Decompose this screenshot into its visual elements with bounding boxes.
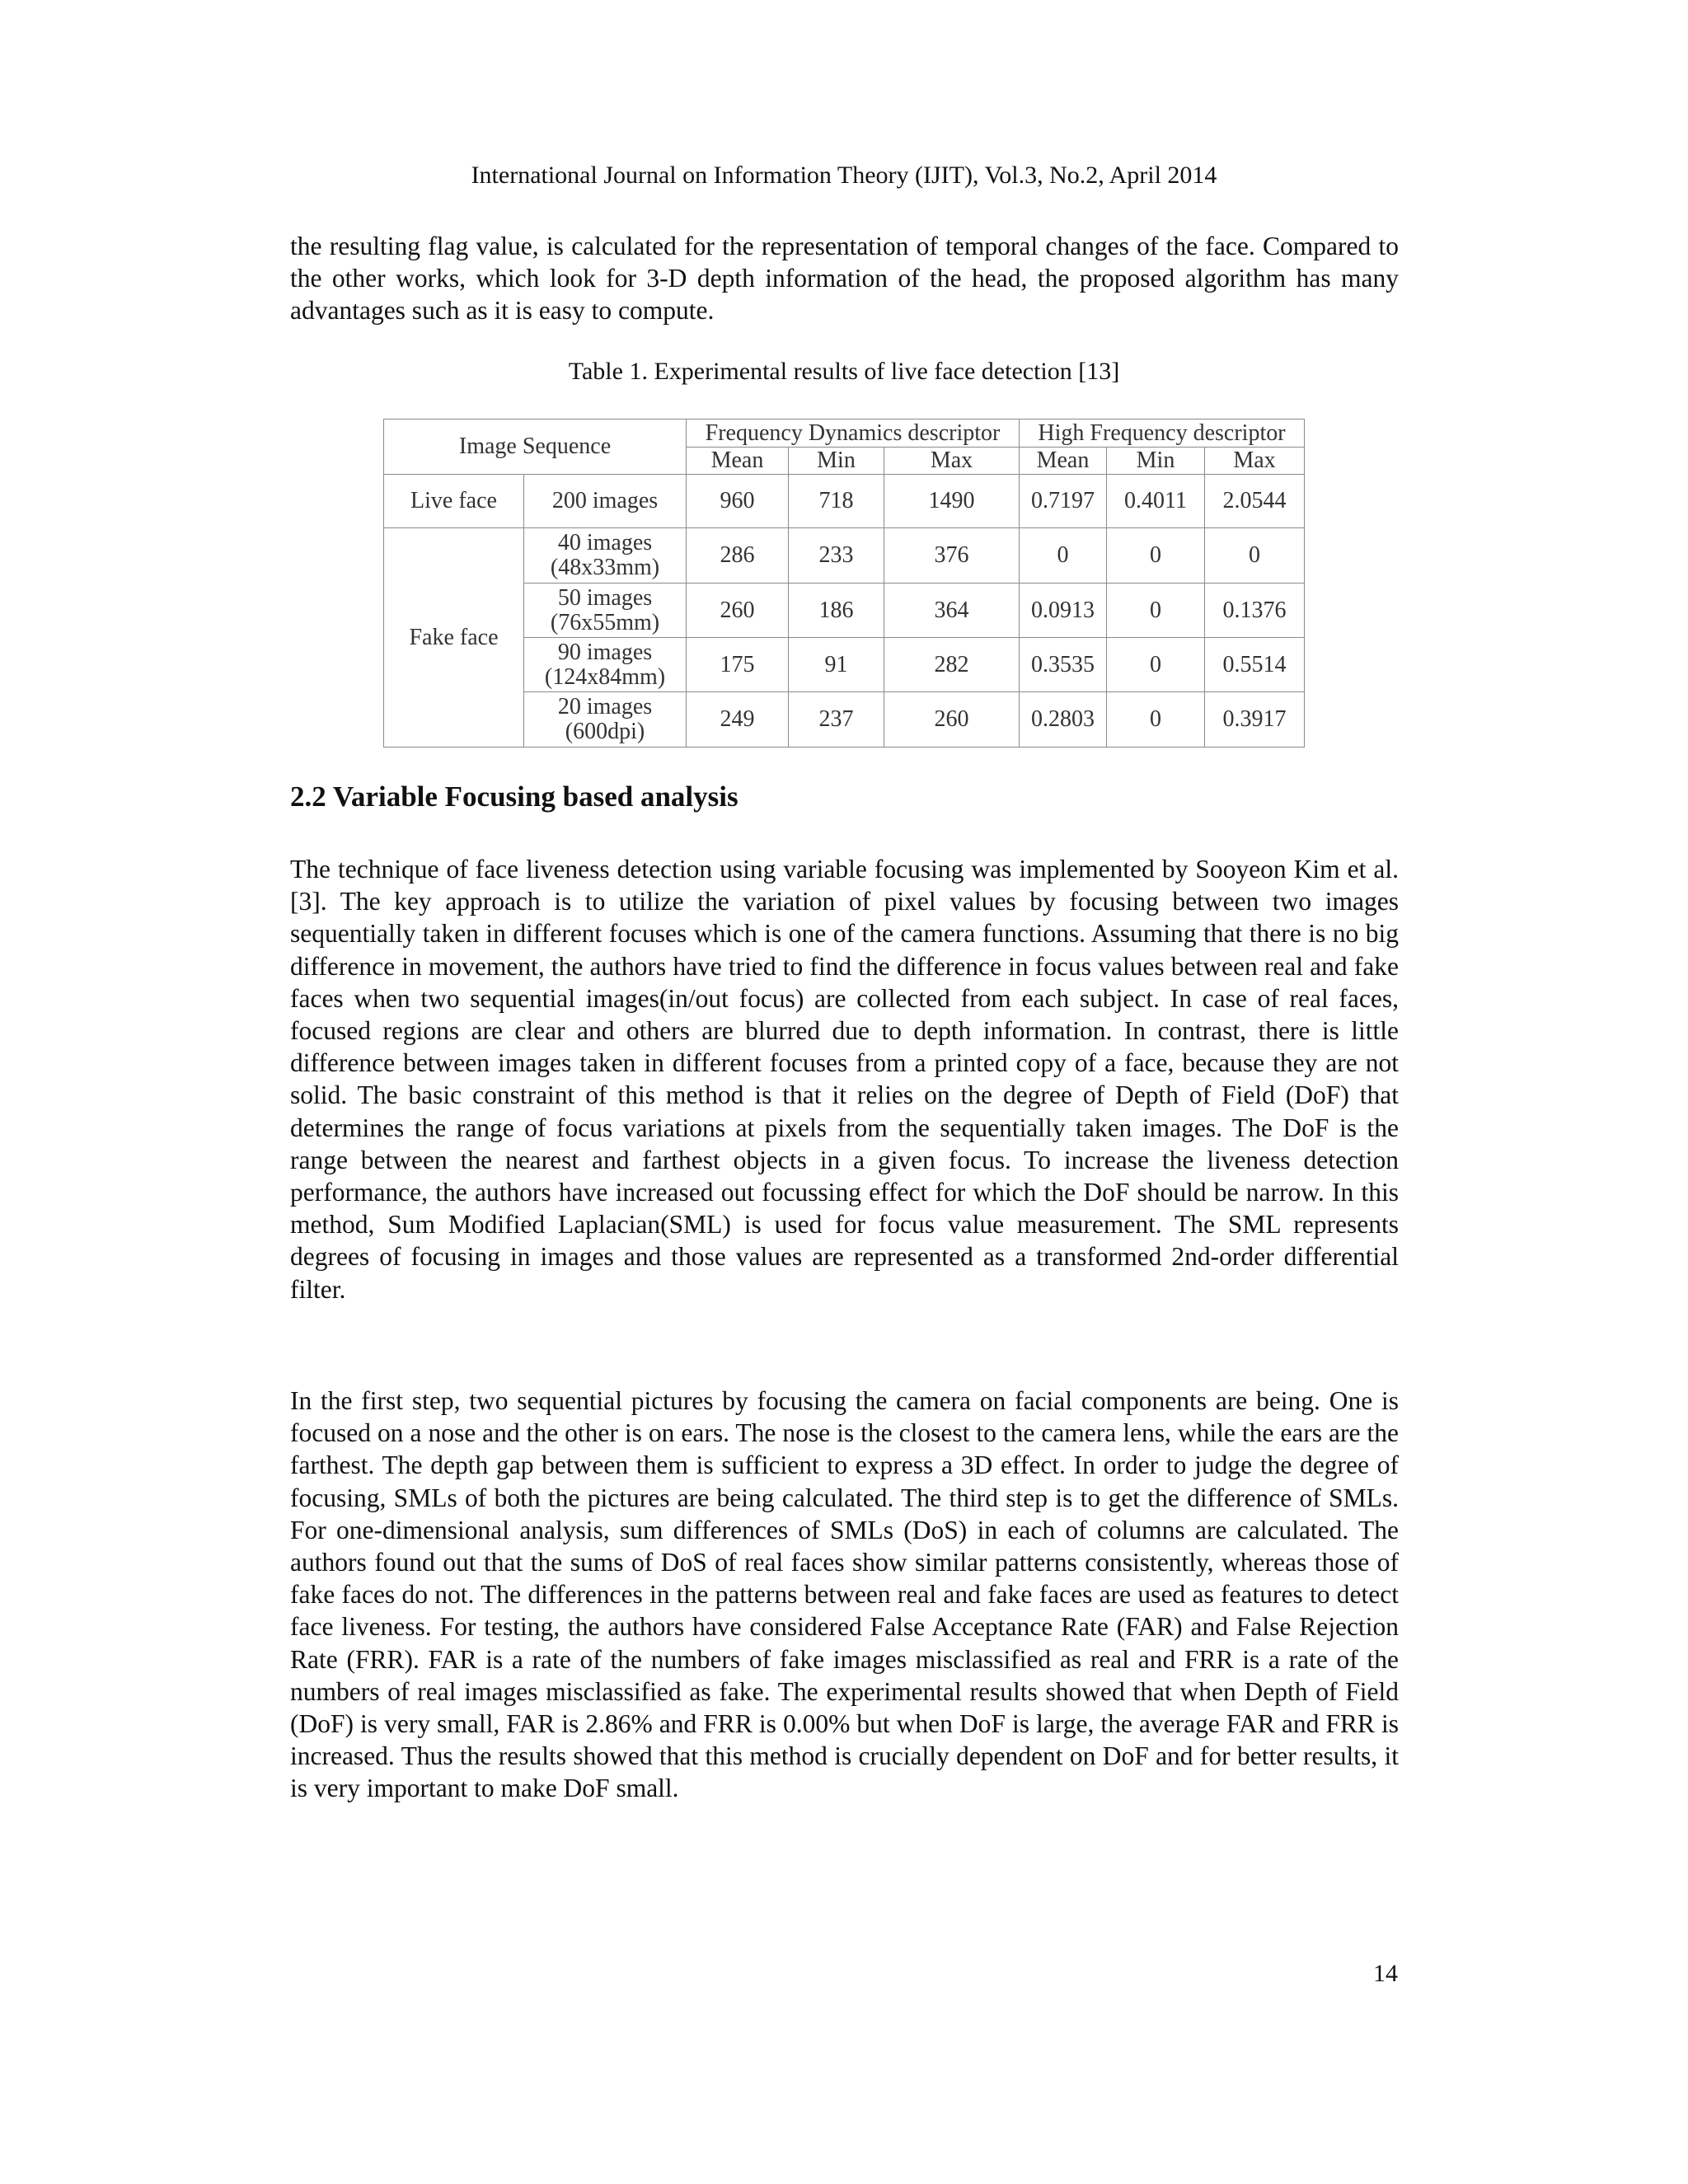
- table-cell: 0.4011: [1107, 475, 1205, 528]
- sequence-size: (124x84mm): [544, 663, 666, 690]
- results-table: [383, 419, 1305, 748]
- table-cell: 364: [884, 583, 1020, 638]
- page-number: 14: [1373, 1960, 1398, 1987]
- table-cell: 0.5514: [1205, 638, 1305, 692]
- table-cell: 0.3535: [1020, 638, 1107, 692]
- table-cell: 260: [687, 583, 789, 638]
- table-cell: 0.2803: [1020, 692, 1107, 748]
- table-cell: 0.7197: [1020, 475, 1107, 528]
- live-sequence: 200 images: [524, 475, 687, 528]
- live-face-label: Live face: [384, 475, 524, 528]
- journal-header: International Journal on Information Theory (IJIT), Vol.3, No.2, April 2014: [471, 162, 1217, 189]
- table-cell: 0.0913: [1020, 583, 1107, 638]
- table-cell: 2.0544: [1205, 475, 1305, 528]
- header-high-frequency: High Frequency descriptor: [1020, 419, 1305, 448]
- sequence-count: 40 images: [557, 530, 653, 555]
- table-cell: 0: [1107, 692, 1205, 748]
- sequence-size: (48x33mm): [550, 555, 660, 580]
- sequence-size: (76x55mm): [550, 609, 660, 635]
- table-cell: 0: [1205, 528, 1305, 583]
- sequence-count: 90 images: [557, 639, 653, 665]
- fake-sequence: [524, 528, 687, 583]
- subheader-min: Min: [789, 448, 884, 475]
- header-frequency-dynamics: Frequency Dynamics descriptor: [687, 419, 1020, 448]
- subheader-mean: Mean: [1020, 448, 1107, 475]
- table-cell: 260: [884, 692, 1020, 748]
- table-cell: 91: [789, 638, 884, 692]
- table-caption: Table 1. Experimental results of live face detection [13]: [568, 358, 1120, 385]
- table-cell: 249: [687, 692, 789, 748]
- table-cell: 286: [687, 528, 789, 583]
- table-cell: 960: [687, 475, 789, 528]
- sequence-count: 20 images: [557, 694, 653, 719]
- table-cell: 175: [687, 638, 789, 692]
- table-cell: 0: [1020, 528, 1107, 583]
- table-cell: 0.3917: [1205, 692, 1305, 748]
- table-cell: 237: [789, 692, 884, 748]
- subheader-min: Min: [1107, 448, 1205, 475]
- subheader-mean: Mean: [687, 448, 789, 475]
- subheader-max: Max: [884, 448, 1020, 475]
- fake-sequence: [524, 583, 687, 638]
- sequence-size: (600dpi): [565, 719, 645, 744]
- table-cell: 718: [789, 475, 884, 528]
- table-cell: 0.1376: [1205, 583, 1305, 638]
- table-row-live: [384, 475, 1305, 528]
- fake-face-label: Fake face: [384, 528, 524, 748]
- table-cell: 0: [1107, 528, 1205, 583]
- table-cell: 233: [789, 528, 884, 583]
- header-image-sequence: Image Sequence: [384, 419, 687, 475]
- body-paragraph-2: In the first step, two sequential pictures by focusing the camera on facial components are being. One is focused on a nose and the other is on ears. The nose is the closest to the camera lens, while the ears are the farthest. The depth gap between them is sufficient to express a 3D effect. In order to judge the degree of focusing, SMLs of both the pictures are being calculated. The third step is to get the difference of SMLs. For one-dimensional analysis, sum differences of SMLs (DoS) in each of columns are calculated. The authors found out that the sums of DoS of real faces show similar patterns consistently, whereas those of fake faces do not. The differences in the patterns between real and fake faces are used as features to detect face liveness. For testing, the authors have considered False Acceptance Rate (FAR) and False Rejection Rate (FRR). FAR is a rate of the numbers of fake images misclassified as real and FRR is a rate of the numbers of real images misclassified as fake. The experimental results showed that when Depth of Field (DoF) is very small, FAR is 2.86% and FRR is 0.00% but when DoF is large, the average FAR and FRR is increased. Thus the results showed that this method is crucially dependent on DoF and for better results, it is very important to make DoF small.: [290, 1386, 1399, 1803]
- results-table-container: [383, 419, 1305, 748]
- body-paragraph-1: The technique of face liveness detection using variable focusing was implemented by Sooyeon Kim et al. [3]. The key approach is to utilize the variation of pixel values by focusing between two images sequentially taken in different focuses which is one of the camera functions. Assuming that there is no big difference in movement, the authors have tried to find the difference in focus values between real and fake faces when two sequential images(in/out focus) are collected from each subject. In case of real faces, focused regions are clear and others are blurred due to depth information. In contrast, there is little difference between images taken in different focuses from a printed copy of a face, because they are not solid. The basic constraint of this method is that it relies on the degree of Depth of Field (DoF) that determines the range of focus variations at pixels from the sequentially taken images. The DoF is the range between the nearest and farthest objects in a given focus. To increase the liveness detection performance, the authors have increased out focussing effect for which the DoF should be narrow. In this method, Sum Modified Laplacian(SML) is used for focus value measurement. The SML represents degrees of focusing in images and those values are represented as a transformed 2nd-order differential filter.: [290, 855, 1399, 1304]
- table-cell: 376: [884, 528, 1020, 583]
- table-cell: 282: [884, 638, 1020, 692]
- table-cell: 186: [789, 583, 884, 638]
- fake-sequence: [524, 638, 687, 692]
- subheader-max: Max: [1205, 448, 1305, 475]
- section-heading: 2.2 Variable Focusing based analysis: [290, 780, 738, 813]
- fake-sequence: [524, 692, 687, 748]
- table-cell: 1490: [884, 475, 1020, 528]
- table-row-fake: [384, 528, 1305, 583]
- sequence-count: 50 images: [557, 584, 653, 611]
- table-cell: 0: [1107, 638, 1205, 692]
- intro-paragraph: the resulting flag value, is calculated for the representation of temporal changes of the face. Compared to the other works, which look for 3-D depth information of the head, the proposed algorithm has many advantages such as it is easy to compute.: [290, 232, 1399, 326]
- table-header-row: [384, 419, 1305, 448]
- table-cell: 0: [1107, 583, 1205, 638]
